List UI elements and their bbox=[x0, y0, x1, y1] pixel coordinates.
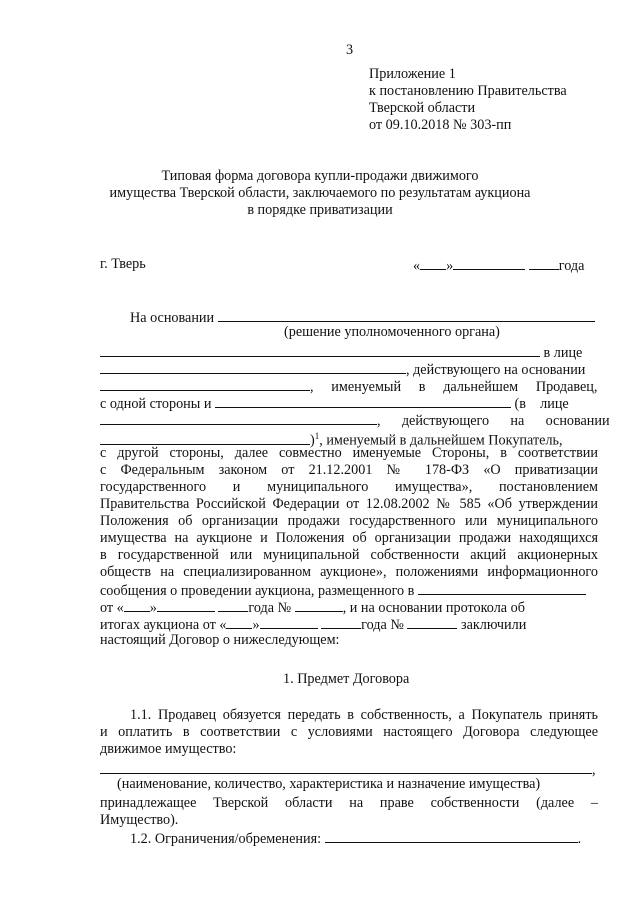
date-fill-line bbox=[413, 256, 584, 275]
results-year-blank bbox=[321, 615, 361, 629]
concluded-text: заключили bbox=[460, 617, 527, 633]
protocol-number-blank bbox=[295, 598, 343, 612]
acting-on-basis-text: , действующего на основании bbox=[377, 413, 610, 429]
date-year-word: года bbox=[558, 258, 585, 274]
date-day-blank bbox=[420, 256, 446, 270]
encumbrances-text: 1.2. Ограничения/обременения: bbox=[130, 831, 322, 847]
appendix-line: к постановлению Правительства bbox=[369, 83, 567, 99]
buyer-named-line: )$^1$, именуемый в дальнейшем Покупатель, bbox=[100, 428, 563, 450]
auction-results-line: итогах аукциона от « » года № заключили bbox=[100, 617, 527, 633]
body-line: в государственной или муниципальной собственности акций акционерных bbox=[100, 547, 598, 563]
buyer-basis-blank bbox=[100, 431, 310, 445]
results-month-blank bbox=[260, 615, 318, 629]
publication-source-blank bbox=[418, 581, 586, 595]
year-number-text: года № bbox=[361, 617, 404, 633]
date-year-blank bbox=[529, 256, 559, 270]
property-note: (наименование, количество, характеристика и назначение имущества) bbox=[117, 776, 541, 792]
body-line: настоящий Договор о нижеследующем: bbox=[100, 632, 340, 648]
body-line: обществ на специализированном аукционе», положениями информационного bbox=[100, 564, 598, 580]
ownership-line: Имущество). bbox=[100, 812, 179, 828]
basis-blank bbox=[218, 308, 595, 322]
page-number: 3 bbox=[346, 42, 354, 58]
in-person-paren-text: (в лице bbox=[514, 396, 569, 412]
title-line: в порядке приватизации bbox=[247, 202, 393, 218]
comma: , bbox=[592, 762, 596, 778]
seller-rep-blank bbox=[100, 360, 406, 374]
property-description-blank bbox=[100, 760, 592, 774]
buyer-rep-blank bbox=[100, 411, 377, 425]
encumbrances-blank bbox=[325, 829, 578, 843]
protocol-line: от « » года № , и на основании протокола об bbox=[100, 600, 525, 616]
body-line: имущества на аукционе и Положения об организации продажи находящихся bbox=[100, 530, 598, 546]
buyer-named-text: , именуемый в дальнейшем Покупатель, bbox=[319, 432, 563, 449]
body-line: государственного и муниципального имущества», постановлением bbox=[100, 479, 598, 495]
title-line: Типовая форма договора купли-продажи движимого bbox=[161, 168, 479, 184]
date-month-blank bbox=[453, 256, 525, 270]
body-line: с Федеральным законом от 21.12.2001 № 178-ФЗ «О приватизации bbox=[100, 462, 598, 478]
buyer-name-blank bbox=[215, 394, 511, 408]
title-line: имущества Тверской области, заключаемого по результатам аукциона bbox=[109, 185, 531, 201]
year-number-text: года № bbox=[248, 600, 292, 616]
date-close-quote: » bbox=[446, 258, 454, 274]
date-open-quote: « bbox=[413, 258, 421, 274]
one-side-text: с одной стороны и bbox=[100, 396, 212, 412]
ownership-line: принадлежащее Тверской области на праве собственности (далее – bbox=[100, 795, 598, 811]
place-of-signing: г. Тверь bbox=[100, 256, 146, 272]
auction-results-text: итогах аукциона от « bbox=[100, 617, 227, 633]
protocol-month-blank bbox=[157, 598, 215, 612]
seller-basis-blank bbox=[100, 377, 310, 391]
protocol-rest-text: , и на основании протокола об bbox=[342, 600, 525, 616]
protocol-day-blank bbox=[124, 598, 150, 612]
footnote-marker: 1 bbox=[314, 431, 320, 441]
from-text: от « bbox=[100, 600, 124, 616]
appendix-line: от 09.10.2018 № 303-пп bbox=[369, 117, 512, 133]
appendix-line: Приложение 1 bbox=[369, 66, 456, 82]
clause-1-1-line: движимое имущество: bbox=[100, 741, 237, 757]
publication-text: сообщения о проведении аукциона, размещенного в bbox=[100, 583, 415, 599]
results-number-blank bbox=[407, 615, 457, 629]
clause-1-1-line: 1.1. Продавец обязуется передать в собственность, а Покупатель принять bbox=[130, 707, 598, 723]
results-day-blank bbox=[226, 615, 252, 629]
clause-1-2-line bbox=[130, 829, 581, 848]
body-line: Положения об организации продажи государственного или муниципального bbox=[100, 513, 598, 529]
body-line: с другой стороны, далее совместно именуемые Стороны, в соответствии bbox=[100, 445, 598, 461]
protocol-year-blank bbox=[218, 598, 248, 612]
basis-lead: На основании bbox=[130, 310, 215, 326]
period: . bbox=[577, 831, 582, 847]
seller-named-text: , именуемый в дальнейшем Продавец, bbox=[310, 379, 598, 395]
in-person-text: в лице bbox=[543, 345, 583, 361]
seller-name-blank bbox=[100, 343, 540, 357]
acting-on-basis-text: , действующего на основании bbox=[406, 362, 586, 378]
section-heading: 1. Предмет Договора bbox=[283, 671, 410, 687]
basis-note: (решение уполномоченного органа) bbox=[284, 324, 500, 340]
body-line: Правительства Российской Федерации от 12.08.2002 № 585 «Об утверждении bbox=[100, 496, 598, 512]
clause-1-1-line: и оплатить в соответствии с условиями настоящего Договора следующее bbox=[100, 724, 598, 740]
appendix-line: Тверской области bbox=[369, 100, 476, 116]
